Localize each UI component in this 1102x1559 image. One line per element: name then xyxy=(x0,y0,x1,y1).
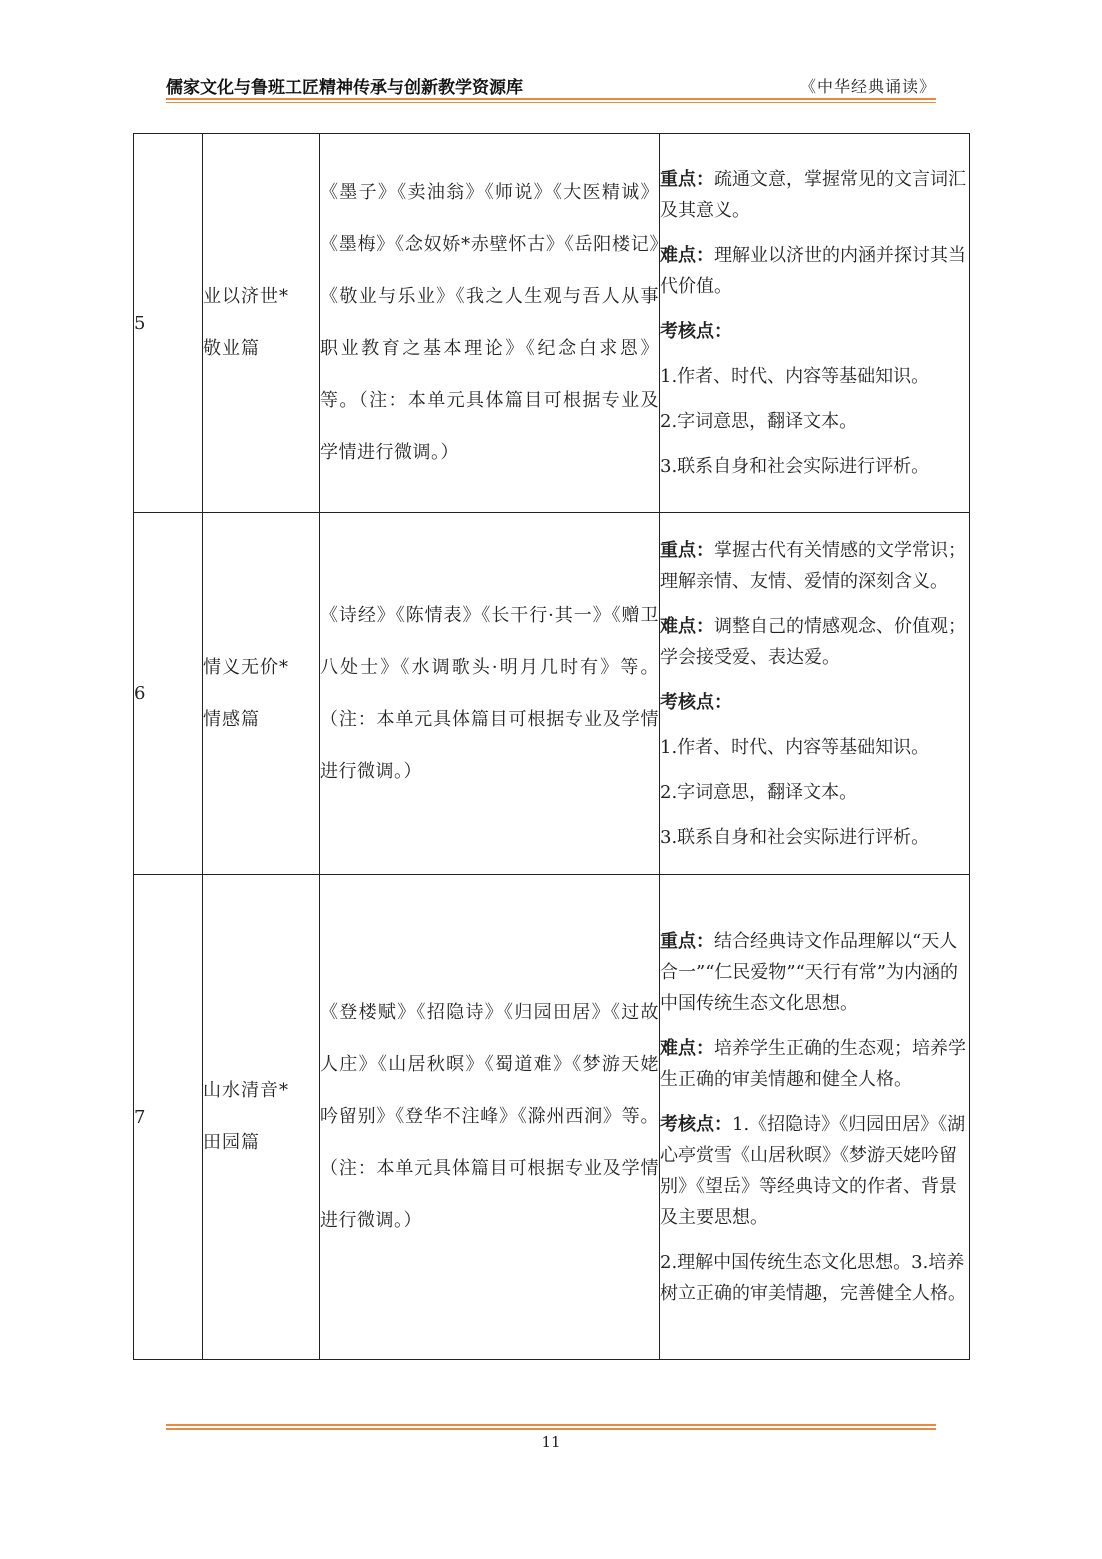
difficulty-text: 培养学生正确的生态观；培养学生正确的审美情趣和健全人格。 xyxy=(660,1037,966,1090)
assessment-label: 考核点： xyxy=(660,1113,732,1135)
footer-rule-second xyxy=(166,1428,936,1430)
key-point-text: 掌握古代有关情感的文学常识；理解亲情、友情、爱情的深刻含义。 xyxy=(660,539,966,592)
difficulty xyxy=(660,240,969,302)
unit-name-line2: 田园篇 xyxy=(203,1132,260,1153)
key-point-label: 重点： xyxy=(660,169,714,190)
header-rule-thin xyxy=(166,102,936,103)
unit-name-line1: 山水清音* xyxy=(203,1080,289,1101)
difficulty-label: 难点： xyxy=(660,615,714,637)
difficulty xyxy=(660,611,969,673)
unit-name-line2: 情感篇 xyxy=(203,708,260,730)
table-row xyxy=(134,513,970,875)
difficulty-text: 理解业以济世的内涵并探讨其当代价值。 xyxy=(660,245,966,297)
unit-name xyxy=(203,134,320,513)
footer-rule xyxy=(166,1424,936,1426)
unit-name-line2: 敬业篇 xyxy=(203,338,260,359)
assessment-item: 1.作者、时代、内容等基础知识。 xyxy=(660,736,930,758)
text-list: 《诗经》《陈情表》《长干行·其一》《赠卫八处士》《水调歌头·明月几时有》等。（注：本单元具体篇目可根据专业及学情进行微调。） xyxy=(320,513,660,875)
difficulty-label: 难点： xyxy=(660,1037,714,1059)
goals-cell xyxy=(660,875,970,1360)
key-point xyxy=(660,164,969,226)
unit-name xyxy=(203,513,320,875)
book-title: 《中华经典诵读》 xyxy=(799,77,936,96)
curriculum-table xyxy=(133,133,970,1360)
key-point-text: 疏通文意，掌握常见的文言词汇及其意义。 xyxy=(660,169,966,221)
row-number: 7 xyxy=(134,875,203,1360)
difficulty-label: 难点： xyxy=(660,245,714,266)
goals-cell xyxy=(660,134,970,513)
unit-name-line1: 业以济世* xyxy=(203,286,289,307)
assessment-text: 1.《招隐诗》《归园田居》《湖心亭赏雪《山居秋暝》《梦游天姥吟留别》《望岳》等经典诗文的作者、背景及主要思想。 xyxy=(660,1113,966,1228)
assessment-heading xyxy=(660,687,969,718)
header-rule xyxy=(166,98,936,100)
key-point-text: 结合经典诗文作品理解以“天人合一”“仁民爱物”“天行有常”为内涵的中国传统生态文化思想。 xyxy=(660,930,959,1014)
table-row xyxy=(134,875,970,1360)
row-number: 5 xyxy=(134,134,203,513)
assessment-item: 2.字词意思，翻译文本。 xyxy=(660,781,858,803)
assessment-item: 2.字词意思，翻译文本。 xyxy=(660,411,858,432)
row-number: 6 xyxy=(134,513,203,875)
key-point xyxy=(660,926,969,1019)
goals-cell xyxy=(660,513,970,875)
key-point-label: 重点： xyxy=(660,930,714,952)
text-list: 《登楼赋》《招隐诗》《归园田居》《过故人庄》《山居秋暝》《蜀道难》《梦游天姥吟留别》《登华不注峰》《滁州西涧》等。（注：本单元具体篇目可根据专业及学情进行微调。） xyxy=(320,875,660,1360)
assessment-item: 3.联系自身和社会实际进行评析。 xyxy=(660,456,930,477)
assessment-label: 考核点： xyxy=(660,691,732,713)
difficulty-text: 调整自己的情感观念、价值观；学会接受爱、表达爱。 xyxy=(660,615,966,668)
unit-name-line1: 情义无价* xyxy=(203,656,289,678)
page-number: 11 xyxy=(541,1433,561,1451)
text-list: 《墨子》《卖油翁》《师说》《大医精诚》《墨梅》《念奴娇*赤壁怀古》《岳阳楼记》《敬业与乐业》《我之人生观与吾人从事职业教育之基本理论》《纪念白求恩》等。（注：本单元具体篇目可根据专业及学情进行微调。） xyxy=(320,134,660,513)
assessment-heading xyxy=(660,316,969,347)
assessment-item: 1.作者、时代、内容等基础知识。 xyxy=(660,366,930,387)
difficulty xyxy=(660,1033,969,1095)
table-row xyxy=(134,134,970,513)
unit-name xyxy=(203,875,320,1360)
assessment xyxy=(660,1109,969,1233)
key-point-label: 重点： xyxy=(660,539,714,561)
assessment-label: 考核点： xyxy=(660,321,732,342)
header-title: 儒家文化与鲁班工匠精神传承与创新教学资源库 xyxy=(166,78,523,98)
assessment-item: 3.联系自身和社会实际进行评析。 xyxy=(660,826,930,848)
key-point xyxy=(660,535,969,597)
assessment-item: 2.理解中国传统生态文化思想。3.培养树立正确的审美情趣，完善健全人格。 xyxy=(660,1251,966,1304)
